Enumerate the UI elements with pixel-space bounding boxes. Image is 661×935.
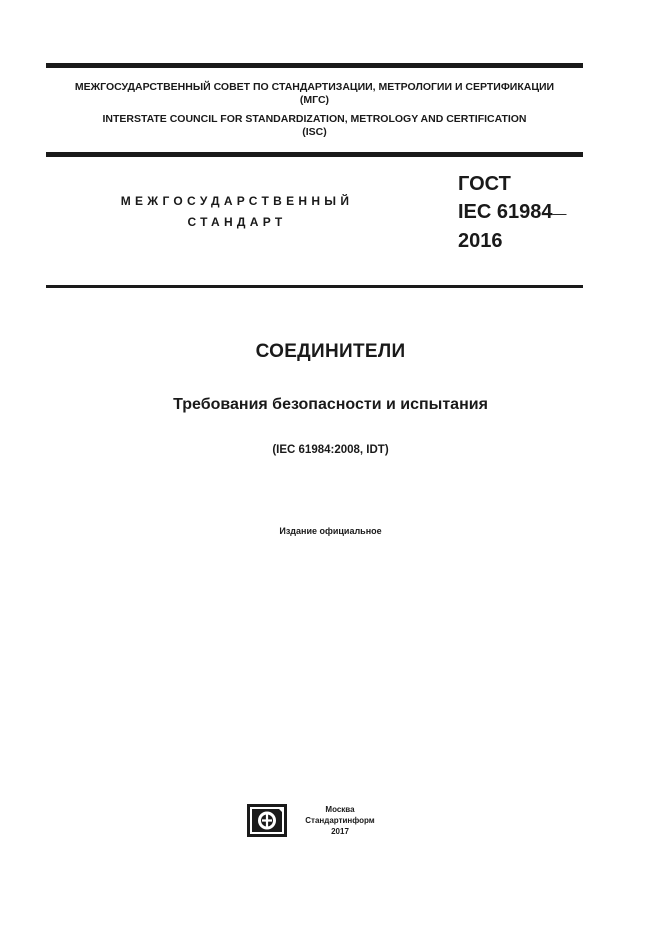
standard-number: IEC 61984	[458, 201, 553, 223]
standard-year: 2016	[458, 230, 503, 252]
document-subtitle: Требования безопасности и испытания	[173, 396, 488, 413]
bottom-rule	[46, 285, 583, 288]
top-rule	[46, 63, 583, 68]
standard-dash: —	[552, 205, 567, 221]
standard-kind-line2: СТАНДАРТ	[187, 215, 287, 229]
edition-note: Издание официальное	[279, 526, 382, 536]
council-ru-abbr: (МГС)	[299, 94, 330, 106]
standard-prefix: ГОСТ	[458, 173, 511, 195]
iec-reference: (IEC 61984:2008, IDT)	[272, 444, 389, 456]
council-en	[46, 113, 583, 139]
standard-kind-line1: МЕЖГОСУДАРСТВЕННЫЙ	[120, 194, 354, 208]
standard-designation	[458, 170, 567, 255]
council-en-abbr: (ISC)	[302, 126, 327, 138]
publisher-block	[297, 804, 383, 837]
council-ru-name: МЕЖГОСУДАРСТВЕННЫЙ СОВЕТ ПО СТАНДАРТИЗАЦИИ, МЕТРОЛОГИИ И СЕРТИФИКАЦИИ	[74, 81, 555, 93]
standard-kind	[110, 191, 364, 233]
council-ru	[46, 81, 583, 107]
standartinform-logo-icon	[247, 804, 287, 837]
middle-rule	[46, 152, 583, 157]
publisher-name: Стандартинформ	[305, 816, 375, 825]
publisher-year: 2017	[331, 827, 349, 836]
council-en-name: INTERSTATE COUNCIL FOR STANDARDIZATION, METROLOGY AND CERTIFICATION	[102, 113, 527, 125]
standard-number-line	[458, 198, 567, 227]
document-title: СОЕДИНИТЕЛИ	[255, 341, 406, 362]
publisher-city: Москва	[325, 805, 355, 814]
